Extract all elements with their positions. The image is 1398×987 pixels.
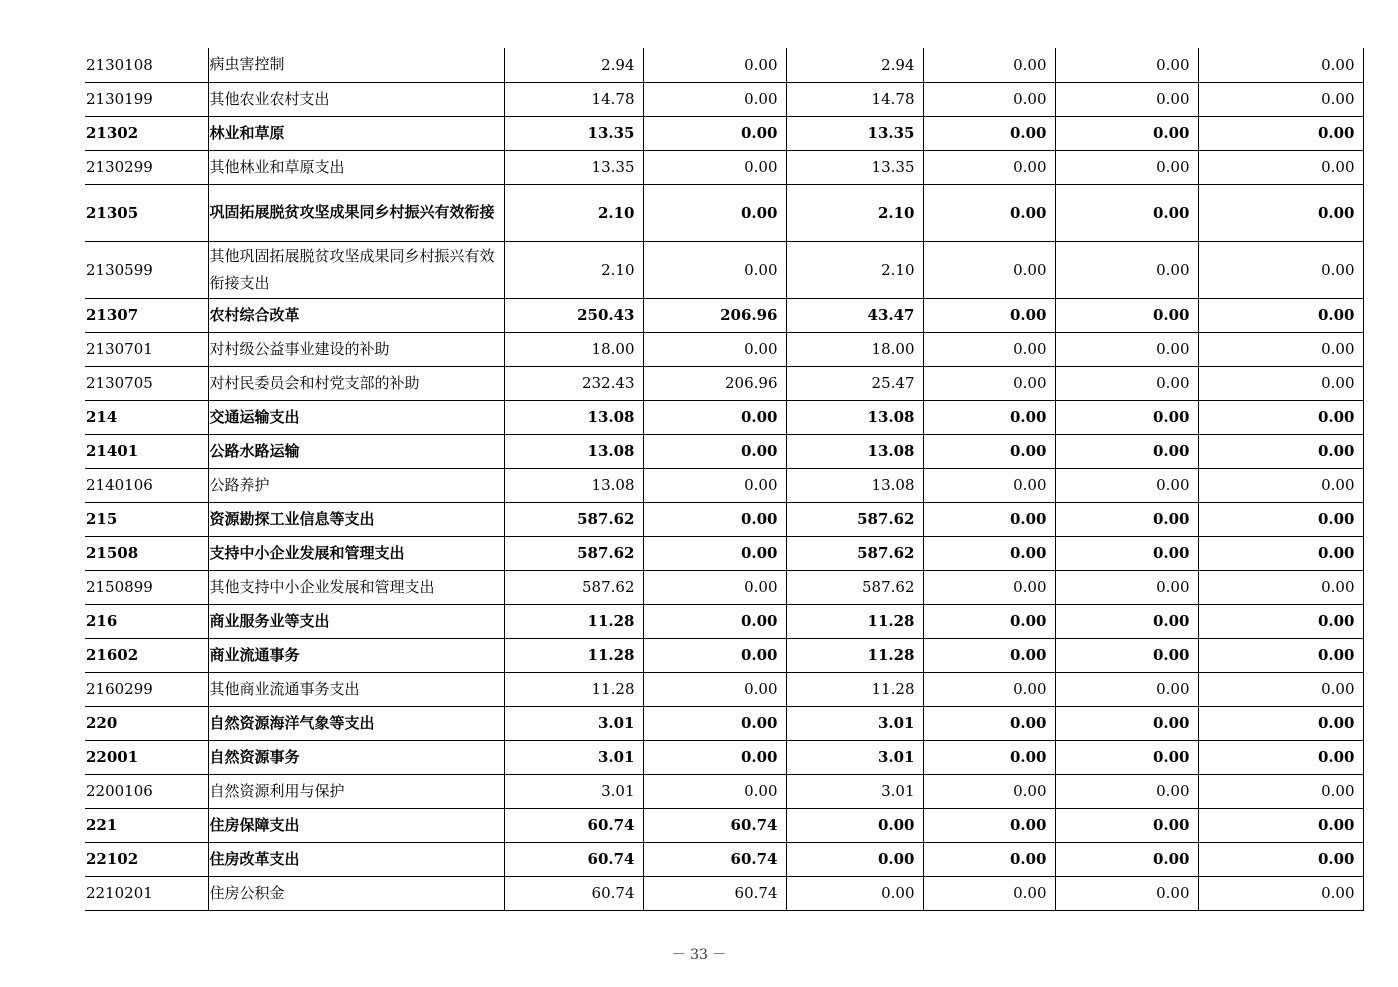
amount-cell: 2.10 — [504, 241, 643, 298]
amount-cell: 0.00 — [1198, 116, 1363, 150]
account-code-cell: 2130299 — [85, 150, 208, 184]
table-row — [85, 184, 1363, 241]
account-name-cell: 其他商业流通事务支出 — [208, 672, 504, 706]
account-name-cell: 农村综合改革 — [208, 298, 504, 332]
amount-cell: 0.00 — [1055, 638, 1198, 672]
account-name-cell: 住房公积金 — [208, 876, 504, 910]
amount-cell: 0.00 — [643, 150, 786, 184]
amount-cell: 11.28 — [504, 672, 643, 706]
table-row — [85, 82, 1363, 116]
amount-cell: 0.00 — [1055, 570, 1198, 604]
amount-cell: 0.00 — [643, 672, 786, 706]
account-name-cell: 巩固拓展脱贫攻坚成果同乡村振兴有效衔接 — [208, 184, 504, 241]
table-row — [85, 842, 1363, 876]
amount-cell: 0.00 — [643, 48, 786, 82]
table-row — [85, 434, 1363, 468]
amount-cell: 0.00 — [643, 434, 786, 468]
account-code-cell: 22001 — [85, 740, 208, 774]
amount-cell: 0.00 — [643, 502, 786, 536]
amount-cell: 0.00 — [1055, 740, 1198, 774]
amount-cell: 587.62 — [504, 502, 643, 536]
amount-cell: 0.00 — [1198, 82, 1363, 116]
amount-cell: 60.74 — [643, 842, 786, 876]
amount-cell: 3.01 — [786, 706, 923, 740]
account-code-cell: 21602 — [85, 638, 208, 672]
amount-cell: 0.00 — [923, 298, 1055, 332]
amount-cell: 0.00 — [643, 638, 786, 672]
account-name-cell: 其他林业和草原支出 — [208, 150, 504, 184]
amount-cell: 0.00 — [1055, 672, 1198, 706]
amount-cell: 0.00 — [923, 740, 1055, 774]
account-name-cell: 其他巩固拓展脱贫攻坚成果同乡村振兴有效衔接支出 — [208, 241, 504, 298]
amount-cell: 0.00 — [923, 536, 1055, 570]
amount-cell: 0.00 — [1198, 48, 1363, 82]
amount-cell: 11.28 — [504, 638, 643, 672]
table-row — [85, 774, 1363, 808]
amount-cell: 18.00 — [504, 332, 643, 366]
account-name-cell: 商业服务业等支出 — [208, 604, 504, 638]
amount-cell: 0.00 — [1198, 241, 1363, 298]
amount-cell: 0.00 — [1055, 876, 1198, 910]
amount-cell: 0.00 — [923, 774, 1055, 808]
amount-cell: 13.08 — [786, 400, 923, 434]
amount-cell: 13.35 — [504, 150, 643, 184]
amount-cell: 0.00 — [923, 502, 1055, 536]
amount-cell: 0.00 — [1198, 842, 1363, 876]
amount-cell: 14.78 — [504, 82, 643, 116]
amount-cell: 0.00 — [923, 400, 1055, 434]
amount-cell: 587.62 — [786, 502, 923, 536]
account-name-cell: 支持中小企业发展和管理支出 — [208, 536, 504, 570]
account-name-cell: 公路水路运输 — [208, 434, 504, 468]
table-row — [85, 116, 1363, 150]
table-row — [85, 366, 1363, 400]
account-code-cell: 21305 — [85, 184, 208, 241]
amount-cell: 14.78 — [786, 82, 923, 116]
amount-cell: 0.00 — [923, 672, 1055, 706]
amount-cell: 0.00 — [643, 332, 786, 366]
account-code-cell: 2130705 — [85, 366, 208, 400]
amount-cell: 0.00 — [1055, 366, 1198, 400]
table-row — [85, 536, 1363, 570]
amount-cell: 60.74 — [504, 842, 643, 876]
amount-cell: 0.00 — [643, 82, 786, 116]
amount-cell: 0.00 — [643, 740, 786, 774]
amount-cell: 18.00 — [786, 332, 923, 366]
amount-cell: 0.00 — [1198, 876, 1363, 910]
account-code-cell: 221 — [85, 808, 208, 842]
amount-cell: 3.01 — [504, 740, 643, 774]
account-code-cell: 2130701 — [85, 332, 208, 366]
amount-cell: 250.43 — [504, 298, 643, 332]
account-name-cell: 其他农业农村支出 — [208, 82, 504, 116]
amount-cell: 13.08 — [504, 468, 643, 502]
amount-cell: 0.00 — [923, 808, 1055, 842]
amount-cell: 0.00 — [1198, 502, 1363, 536]
amount-cell: 60.74 — [504, 876, 643, 910]
amount-cell: 0.00 — [643, 774, 786, 808]
amount-cell: 60.74 — [504, 808, 643, 842]
amount-cell: 0.00 — [1055, 298, 1198, 332]
amount-cell: 0.00 — [923, 184, 1055, 241]
amount-cell: 2.10 — [786, 241, 923, 298]
account-code-cell: 2150899 — [85, 570, 208, 604]
amount-cell: 0.00 — [923, 241, 1055, 298]
account-name-cell: 公路养护 — [208, 468, 504, 502]
account-code-cell: 2140106 — [85, 468, 208, 502]
account-code-cell: 21307 — [85, 298, 208, 332]
amount-cell: 0.00 — [1055, 774, 1198, 808]
amount-cell: 0.00 — [923, 332, 1055, 366]
amount-cell: 13.35 — [504, 116, 643, 150]
account-name-cell: 其他支持中小企业发展和管理支出 — [208, 570, 504, 604]
table-row — [85, 468, 1363, 502]
table-row — [85, 400, 1363, 434]
amount-cell: 0.00 — [923, 48, 1055, 82]
amount-cell: 0.00 — [1198, 298, 1363, 332]
account-code-cell: 2130108 — [85, 48, 208, 82]
account-code-cell: 214 — [85, 400, 208, 434]
amount-cell: 0.00 — [1198, 332, 1363, 366]
table-row — [85, 808, 1363, 842]
amount-cell: 0.00 — [643, 116, 786, 150]
table-row — [85, 638, 1363, 672]
table-row — [85, 876, 1363, 910]
amount-cell: 587.62 — [504, 536, 643, 570]
amount-cell: 43.47 — [786, 298, 923, 332]
amount-cell: 0.00 — [1198, 808, 1363, 842]
amount-cell: 11.28 — [786, 604, 923, 638]
amount-cell: 3.01 — [504, 774, 643, 808]
amount-cell: 0.00 — [643, 604, 786, 638]
amount-cell: 13.08 — [786, 434, 923, 468]
amount-cell: 11.28 — [786, 672, 923, 706]
table-row — [85, 672, 1363, 706]
account-name-cell: 资源勘探工业信息等支出 — [208, 502, 504, 536]
amount-cell: 0.00 — [1198, 706, 1363, 740]
amount-cell: 0.00 — [1198, 740, 1363, 774]
amount-cell: 0.00 — [1198, 434, 1363, 468]
account-name-cell: 林业和草原 — [208, 116, 504, 150]
amount-cell: 587.62 — [504, 570, 643, 604]
page-number: － 33 － — [671, 947, 727, 963]
amount-cell: 0.00 — [1055, 82, 1198, 116]
account-code-cell: 2210201 — [85, 876, 208, 910]
account-name-cell: 自然资源事务 — [208, 740, 504, 774]
amount-cell: 11.28 — [504, 604, 643, 638]
table-row — [85, 706, 1363, 740]
amount-cell: 206.96 — [643, 366, 786, 400]
amount-cell: 3.01 — [504, 706, 643, 740]
amount-cell: 0.00 — [1055, 332, 1198, 366]
amount-cell: 0.00 — [1198, 774, 1363, 808]
account-code-cell: 215 — [85, 502, 208, 536]
table-body — [85, 48, 1363, 910]
amount-cell: 0.00 — [923, 434, 1055, 468]
table-row — [85, 502, 1363, 536]
amount-cell: 0.00 — [1055, 116, 1198, 150]
amount-cell: 0.00 — [1055, 434, 1198, 468]
amount-cell: 11.28 — [786, 638, 923, 672]
account-code-cell: 2130599 — [85, 241, 208, 298]
amount-cell: 0.00 — [643, 536, 786, 570]
amount-cell: 2.10 — [786, 184, 923, 241]
amount-cell: 13.08 — [504, 434, 643, 468]
amount-cell: 25.47 — [786, 366, 923, 400]
amount-cell: 0.00 — [1055, 48, 1198, 82]
amount-cell: 587.62 — [786, 536, 923, 570]
table-row — [85, 740, 1363, 774]
amount-cell: 0.00 — [786, 842, 923, 876]
amount-cell: 0.00 — [1055, 241, 1198, 298]
table-row — [85, 570, 1363, 604]
account-code-cell: 21401 — [85, 434, 208, 468]
account-name-cell: 对村级公益事业建设的补助 — [208, 332, 504, 366]
amount-cell: 0.00 — [1198, 570, 1363, 604]
account-name-cell: 自然资源海洋气象等支出 — [208, 706, 504, 740]
amount-cell: 60.74 — [643, 808, 786, 842]
amount-cell: 0.00 — [923, 150, 1055, 184]
amount-cell: 60.74 — [643, 876, 786, 910]
amount-cell: 3.01 — [786, 740, 923, 774]
account-code-cell: 2160299 — [85, 672, 208, 706]
table-row — [85, 332, 1363, 366]
amount-cell: 0.00 — [1055, 842, 1198, 876]
amount-cell: 0.00 — [786, 876, 923, 910]
amount-cell: 0.00 — [643, 468, 786, 502]
amount-cell: 0.00 — [1055, 808, 1198, 842]
amount-cell: 0.00 — [923, 468, 1055, 502]
account-name-cell: 住房保障支出 — [208, 808, 504, 842]
amount-cell: 0.00 — [643, 400, 786, 434]
amount-cell: 587.62 — [786, 570, 923, 604]
amount-cell: 0.00 — [1055, 184, 1198, 241]
account-code-cell: 220 — [85, 706, 208, 740]
amount-cell: 0.00 — [1055, 604, 1198, 638]
amount-cell: 0.00 — [1055, 468, 1198, 502]
amount-cell: 0.00 — [1198, 400, 1363, 434]
amount-cell: 0.00 — [643, 570, 786, 604]
account-name-cell: 住房改革支出 — [208, 842, 504, 876]
amount-cell: 0.00 — [1198, 536, 1363, 570]
amount-cell: 0.00 — [923, 842, 1055, 876]
amount-cell: 0.00 — [1055, 400, 1198, 434]
table-row — [85, 241, 1363, 298]
amount-cell: 0.00 — [1198, 184, 1363, 241]
account-code-cell: 21508 — [85, 536, 208, 570]
amount-cell: 0.00 — [923, 570, 1055, 604]
amount-cell: 2.94 — [504, 48, 643, 82]
amount-cell: 0.00 — [1198, 366, 1363, 400]
amount-cell: 0.00 — [923, 82, 1055, 116]
account-code-cell: 216 — [85, 604, 208, 638]
table-row — [85, 48, 1363, 82]
account-code-cell: 21302 — [85, 116, 208, 150]
amount-cell: 206.96 — [643, 298, 786, 332]
amount-cell: 0.00 — [923, 366, 1055, 400]
amount-cell: 13.35 — [786, 150, 923, 184]
amount-cell: 0.00 — [1055, 502, 1198, 536]
table-row — [85, 150, 1363, 184]
account-name-cell: 交通运输支出 — [208, 400, 504, 434]
amount-cell: 0.00 — [923, 876, 1055, 910]
account-name-cell: 对村民委员会和村党支部的补助 — [208, 366, 504, 400]
amount-cell: 0.00 — [643, 241, 786, 298]
account-name-cell: 自然资源利用与保护 — [208, 774, 504, 808]
amount-cell: 0.00 — [1055, 536, 1198, 570]
budget-table — [85, 48, 1364, 911]
amount-cell: 232.43 — [504, 366, 643, 400]
amount-cell: 0.00 — [923, 706, 1055, 740]
amount-cell: 0.00 — [1055, 150, 1198, 184]
account-code-cell: 2130199 — [85, 82, 208, 116]
amount-cell: 3.01 — [786, 774, 923, 808]
amount-cell: 0.00 — [1198, 672, 1363, 706]
amount-cell: 13.35 — [786, 116, 923, 150]
amount-cell: 13.08 — [504, 400, 643, 434]
table-row — [85, 298, 1363, 332]
amount-cell: 0.00 — [1198, 468, 1363, 502]
amount-cell: 0.00 — [923, 116, 1055, 150]
amount-cell: 0.00 — [923, 604, 1055, 638]
amount-cell: 0.00 — [786, 808, 923, 842]
amount-cell: 0.00 — [923, 638, 1055, 672]
amount-cell: 13.08 — [786, 468, 923, 502]
amount-cell: 2.94 — [786, 48, 923, 82]
amount-cell: 0.00 — [1198, 604, 1363, 638]
amount-cell: 0.00 — [643, 184, 786, 241]
account-code-cell: 2200106 — [85, 774, 208, 808]
amount-cell: 0.00 — [1055, 706, 1198, 740]
account-code-cell: 22102 — [85, 842, 208, 876]
amount-cell: 0.00 — [1198, 638, 1363, 672]
amount-cell: 2.10 — [504, 184, 643, 241]
amount-cell: 0.00 — [1198, 150, 1363, 184]
account-name-cell: 商业流通事务 — [208, 638, 504, 672]
account-name-cell: 病虫害控制 — [208, 48, 504, 82]
amount-cell: 0.00 — [643, 706, 786, 740]
table-row — [85, 604, 1363, 638]
